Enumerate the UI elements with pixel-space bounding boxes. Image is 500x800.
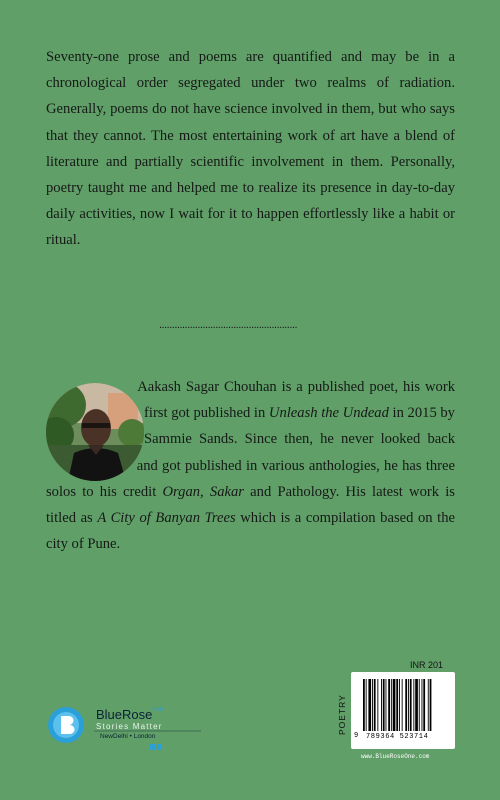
barcode-bar bbox=[393, 679, 396, 731]
bio-book-title-1: Unleash the Undead bbox=[268, 405, 389, 422]
barcode-bar bbox=[383, 679, 385, 731]
barcode-bar bbox=[413, 679, 414, 731]
back-cover-blurb: Seventy-one prose and poems are quantified and may be in a chronological order segregated under two realms of radiation. Generally, poems do not have science involved in them, but who says that they cannot. The most entertaining work of art have a blend of literature and partially scientific involvement in them. Personally, poetry taught me and helped me to realize its presence in day-to-day daily activities, now I wait for it to happen effortlessly like a habit or ritual. bbox=[46, 49, 455, 249]
price-label: INR 201 bbox=[410, 660, 444, 670]
photo-float-spacer bbox=[46, 374, 146, 482]
barcode-bar bbox=[399, 679, 400, 731]
section-separator: ...................................................... bbox=[159, 319, 298, 331]
barcode-bar bbox=[428, 679, 429, 731]
barcode-bar bbox=[366, 679, 367, 731]
barcode-bar bbox=[374, 679, 376, 731]
barcode-bar bbox=[368, 679, 371, 731]
barcode-bar bbox=[402, 679, 403, 731]
bio-text-3: and Pathology. His latest work is titled as bbox=[46, 483, 455, 527]
barcode-bar bbox=[422, 679, 423, 731]
author-bio bbox=[46, 374, 455, 557]
publisher-name-part1: BlueRose bbox=[96, 707, 153, 722]
barcode-bar bbox=[405, 679, 407, 731]
bio-book-title-3: A City of Banyan Trees bbox=[97, 510, 236, 527]
barcode-bar bbox=[363, 679, 365, 731]
barcode-bar bbox=[381, 679, 382, 731]
publisher-name bbox=[96, 707, 163, 722]
barcode-bar bbox=[408, 679, 409, 731]
barcode-bar bbox=[423, 679, 425, 731]
barcode-bar bbox=[377, 679, 378, 731]
barcode-bar bbox=[415, 679, 418, 731]
bio-text-2: in 2015 by Sammie Sands. Since then, he never looked back and got published in various anthologies, he has three solos to his credit bbox=[46, 405, 455, 500]
barcode-bar bbox=[386, 679, 387, 731]
barcode-bar bbox=[419, 679, 420, 731]
barcode-bar bbox=[388, 679, 390, 731]
barcode-bar bbox=[410, 679, 412, 731]
barcode-bar bbox=[396, 679, 398, 731]
isbn-barcode bbox=[351, 672, 455, 749]
bio-book-title-2: Organ, Sakar bbox=[162, 483, 244, 500]
barcode-bar bbox=[430, 679, 432, 731]
isbn-number: 789364 523714 bbox=[366, 733, 429, 741]
publisher-cities: NewDelhi • London bbox=[100, 733, 156, 740]
publisher-tagline: Stories Matter bbox=[96, 722, 163, 731]
category-label: POETRY bbox=[337, 694, 347, 735]
barcode-bars bbox=[363, 679, 445, 731]
publisher-name-part2: ONE bbox=[152, 707, 164, 713]
isbn-first-digit: 9 bbox=[354, 732, 359, 740]
bio-text-1: Aakash Sagar Chouhan is a published poet, his work first got published in bbox=[137, 379, 455, 422]
barcode-bar bbox=[391, 679, 392, 731]
bio-text-4: which is a compilation based on the city of Pune. bbox=[46, 510, 455, 553]
barcode-bar bbox=[372, 679, 373, 731]
publisher-website: www.BlueRoseOne.com bbox=[361, 753, 430, 760]
